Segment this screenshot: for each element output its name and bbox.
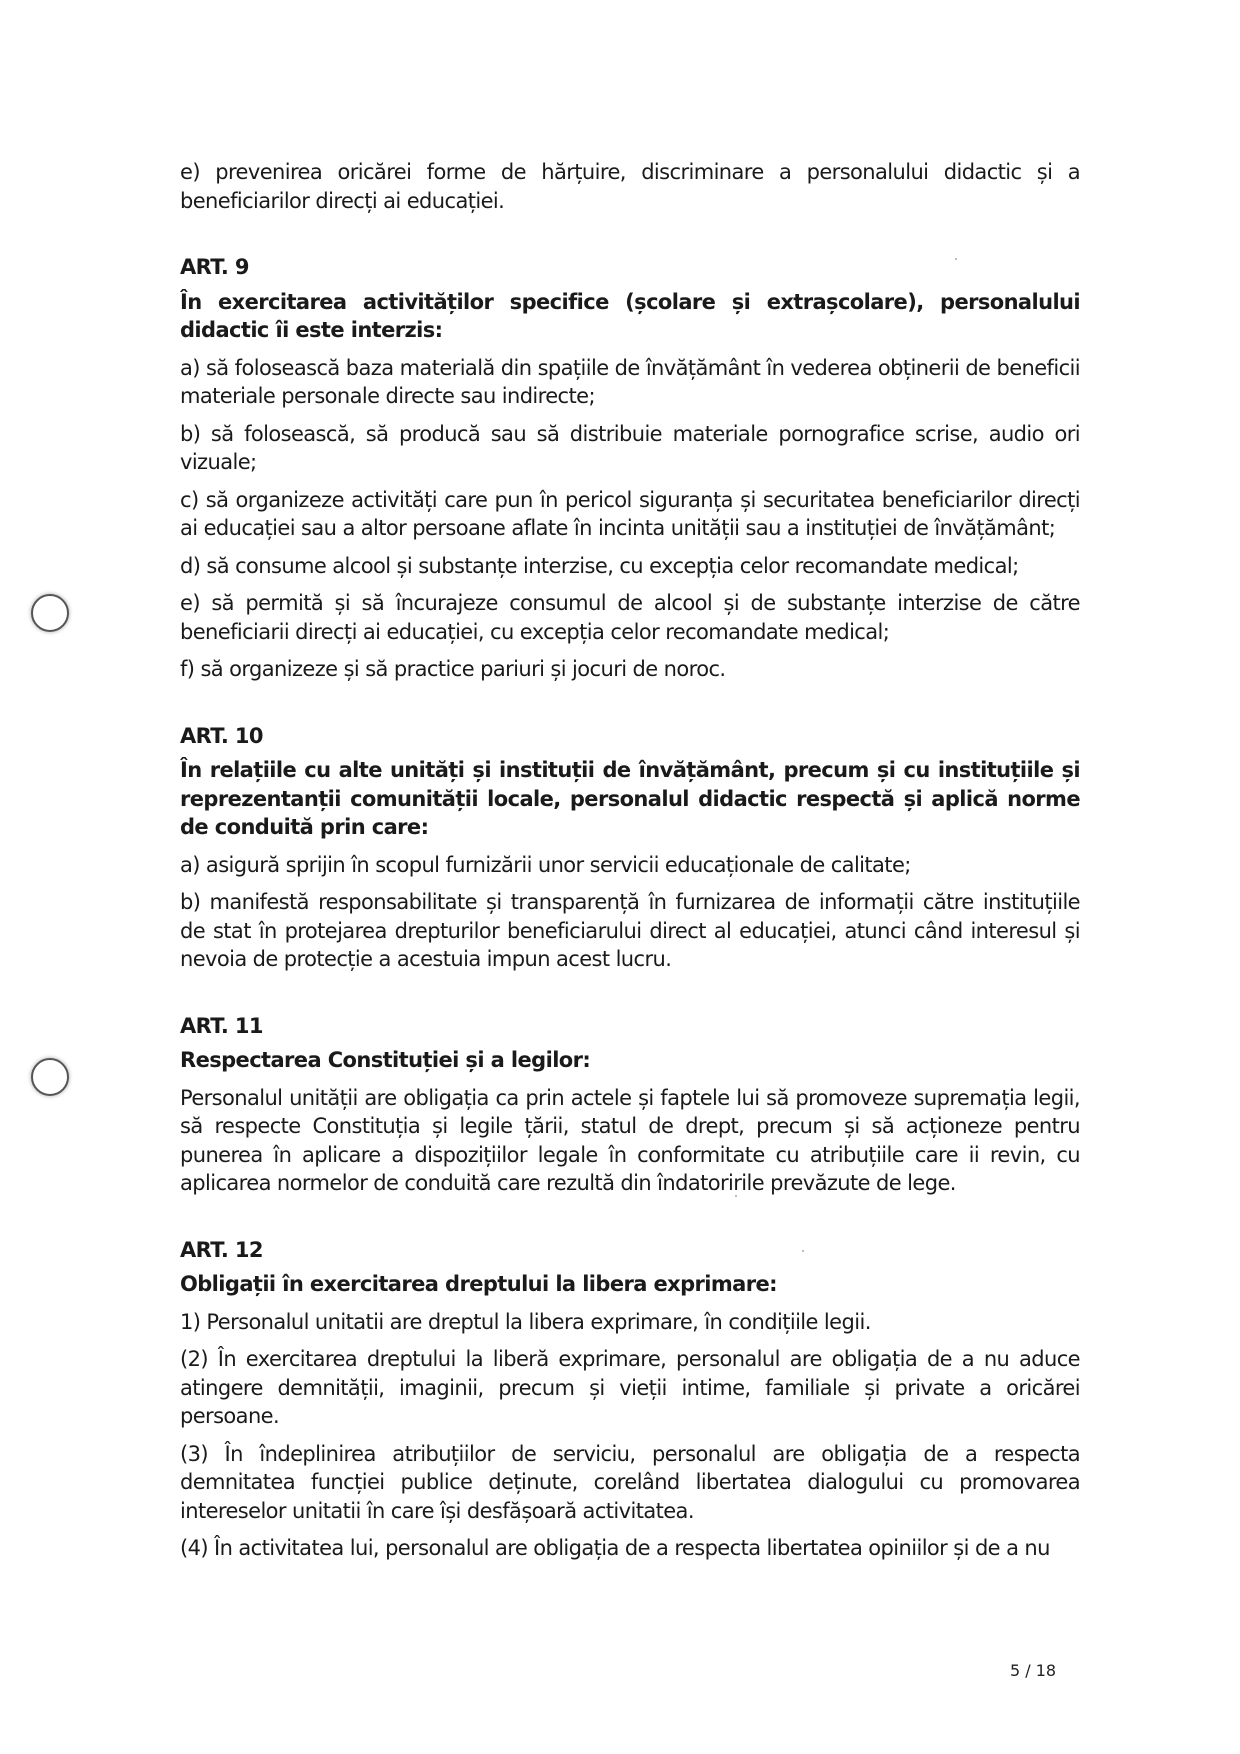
list-item: (2) În exercitarea dreptului la liberă exprimare, personalul are obligația de a nu aduce atingere demnității, imaginii, precum și vieții intime, familiale și private a oricărei persoane. [180,1347,1080,1428]
list-item: (4) În activitatea lui, personalul are obligația de a respecta libertatea opiniilor și de a nu [180,1536,1050,1560]
article-heading: Respectarea Constituției și a legilor: [180,1048,591,1072]
article-10 [180,722,1080,974]
article-title: ART. 11 [180,1013,263,1038]
list-item: a) să folosească baza materială din spațiile de învățământ în vederea obținerii de beneficii materiale personale directe sau indirecte; [180,355,1080,408]
page-number: 5 / 18 [1010,1661,1057,1680]
list-item: 1) Personalul unitatii are dreptul la libera exprimare, în condițiile legii. [180,1309,871,1334]
list-item: b) manifestă responsabilitate și transparență în furnizarea de informații către instituțiile de stat în protejarea drepturilor beneficiarului direct al educației, atunci când interesul și nevoia de protecție a acestuia impun acest lucru. [180,890,1080,971]
article-12 [180,1236,1080,1563]
article-title: ART. 10 [180,723,263,748]
punch-hole-icon [31,594,69,632]
list-item: d) să consume alcool și substanțe interzise, cu excepția celor recomandate medical; [180,553,1019,578]
list-item: e) să permită și să încurajeze consumul de alcool și de substanțe interzise de către beneficiarii direcți ai educației, cu excepția celor recomandate medical; [180,591,1080,644]
list-item: b) să folosească, să producă sau să distribuie materiale pornografice scrise, audio ori vizuale; [180,421,1080,474]
list-item: (3) În îndeplinirea atribuțiilor de serviciu, personalul are obligația de a respecta demnitatea funcției publice deținute, corelând libertatea dialogului cu promovarea intereselor unitatii în care își desfășoară activitatea. [180,1441,1080,1523]
list-item: e) prevenirea oricărei forme de hărțuire, discriminare a personalului didactic și a beneficiarilor direcți ai educației. [180,160,1080,213]
article-heading: În exercitarea activităților specifice (școlare și extrașcolare), personalului didactic îi este interzis: [180,289,1080,342]
document-body [180,158,1080,1572]
article-title: ART. 12 [180,1237,263,1262]
paragraph: Personalul unității are obligația ca prin actele și faptele lui să promoveze supremația legii, să respecte Constituția și legile țării, statul de drept, precum și să acționeze pentru punerea în aplicare a dispozițiilor legale în conformitate cu atribuțiile care ii revin, cu aplicarea normelor de conduită care rezultă din îndatoririle prevăzute de lege. [180,1085,1080,1195]
list-item: a) asigură sprijin în scopul furnizării unor servicii educaționale de calitate; [180,852,911,877]
article-9 [180,253,1080,684]
article-heading: Obligații în exercitarea dreptului la libera exprimare: [180,1272,777,1296]
list-item: c) să organizeze activități care pun în pericol siguranța și securitatea beneficiarilor direcți ai educației sau a altor persoane aflate în incinta unității sau a instituției de învățământ; [180,487,1080,540]
list-item: f) să organizeze și să practice pariuri și jocuri de noroc. [180,657,726,681]
article-heading: În relațiile cu alte unități și instituții de învățământ, precum și cu instituțiile și reprezentanții comunității locale, personalul didactic respectă și aplică norme de conduită prin care: [180,758,1080,839]
punch-hole-icon [31,1058,69,1096]
article-11 [180,1012,1080,1198]
article-title: ART. 9 [180,255,249,279]
